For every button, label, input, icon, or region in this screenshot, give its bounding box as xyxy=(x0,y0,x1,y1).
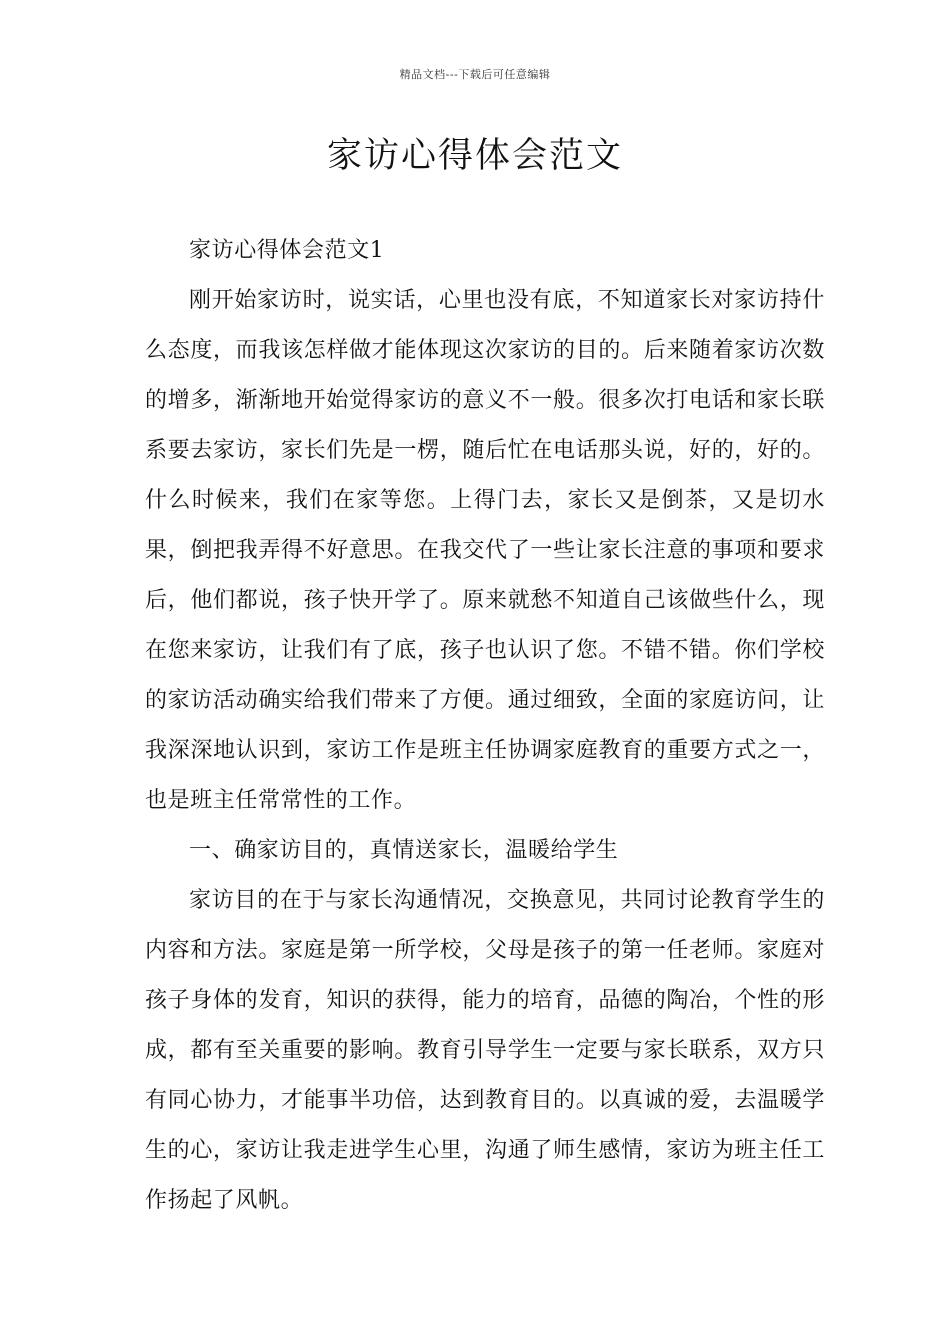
paragraph: 家访目的在于与家长沟通情况，交换意见，共同讨论教育学生的内容和方法。家庭是第一所学校，父母是孩子的第一任老师。家庭对孩子身体的发育，知识的获得，能力的培育，品德的陶冶，个性的形成，都有至关重要的影响。教育引导学生一定要与家长联系，双方只有同心协力，才能事半功倍，达到教育目的。以真诚的爱，去温暖学生的心，家访让我走进学生心里，沟通了师生感情，家访为班主任工作扬起了风帆。 xyxy=(145,888,825,1213)
document-title: 家访心得体会范文 xyxy=(326,136,623,176)
document-body xyxy=(145,226,825,1226)
paragraph: 刚开始家访时，说实话，心里也没有底，不知道家长对家访持什么态度，而我该怎样做才能体现这次家访的目的。后来随着家访次数的增多，渐渐地开始觉得家访的意义不一般。很多次打电话和家长联系要去家访，家长们先是一楞，随后忙在电话那头说，好的，好的。什么时候来，我们在家等您。上得门去，家长又是倒茶，又是切水果，倒把我弄得不好意思。在我交代了一些让家长注意的事项和要求后，他们都说，孩子快开学了。原来就愁不知道自己该做些什么，现在您来家访，让我们有了底，孩子也认识了您。不错不错。你们学校的家访活动确实给我们带来了方便。通过细致，全面的家庭访问，让我深深地认识到，家访工作是班主任协调家庭教育的重要方式之一，也是班主任常常性的工作。 xyxy=(145,288,825,813)
header-note: 精品文档---下载后可任意编辑 xyxy=(399,68,551,81)
section-subtitle: 家访心得体会范文1 xyxy=(189,238,385,263)
section-heading: 一、确家访目的，真情送家长，温暖给学生 xyxy=(189,838,619,863)
